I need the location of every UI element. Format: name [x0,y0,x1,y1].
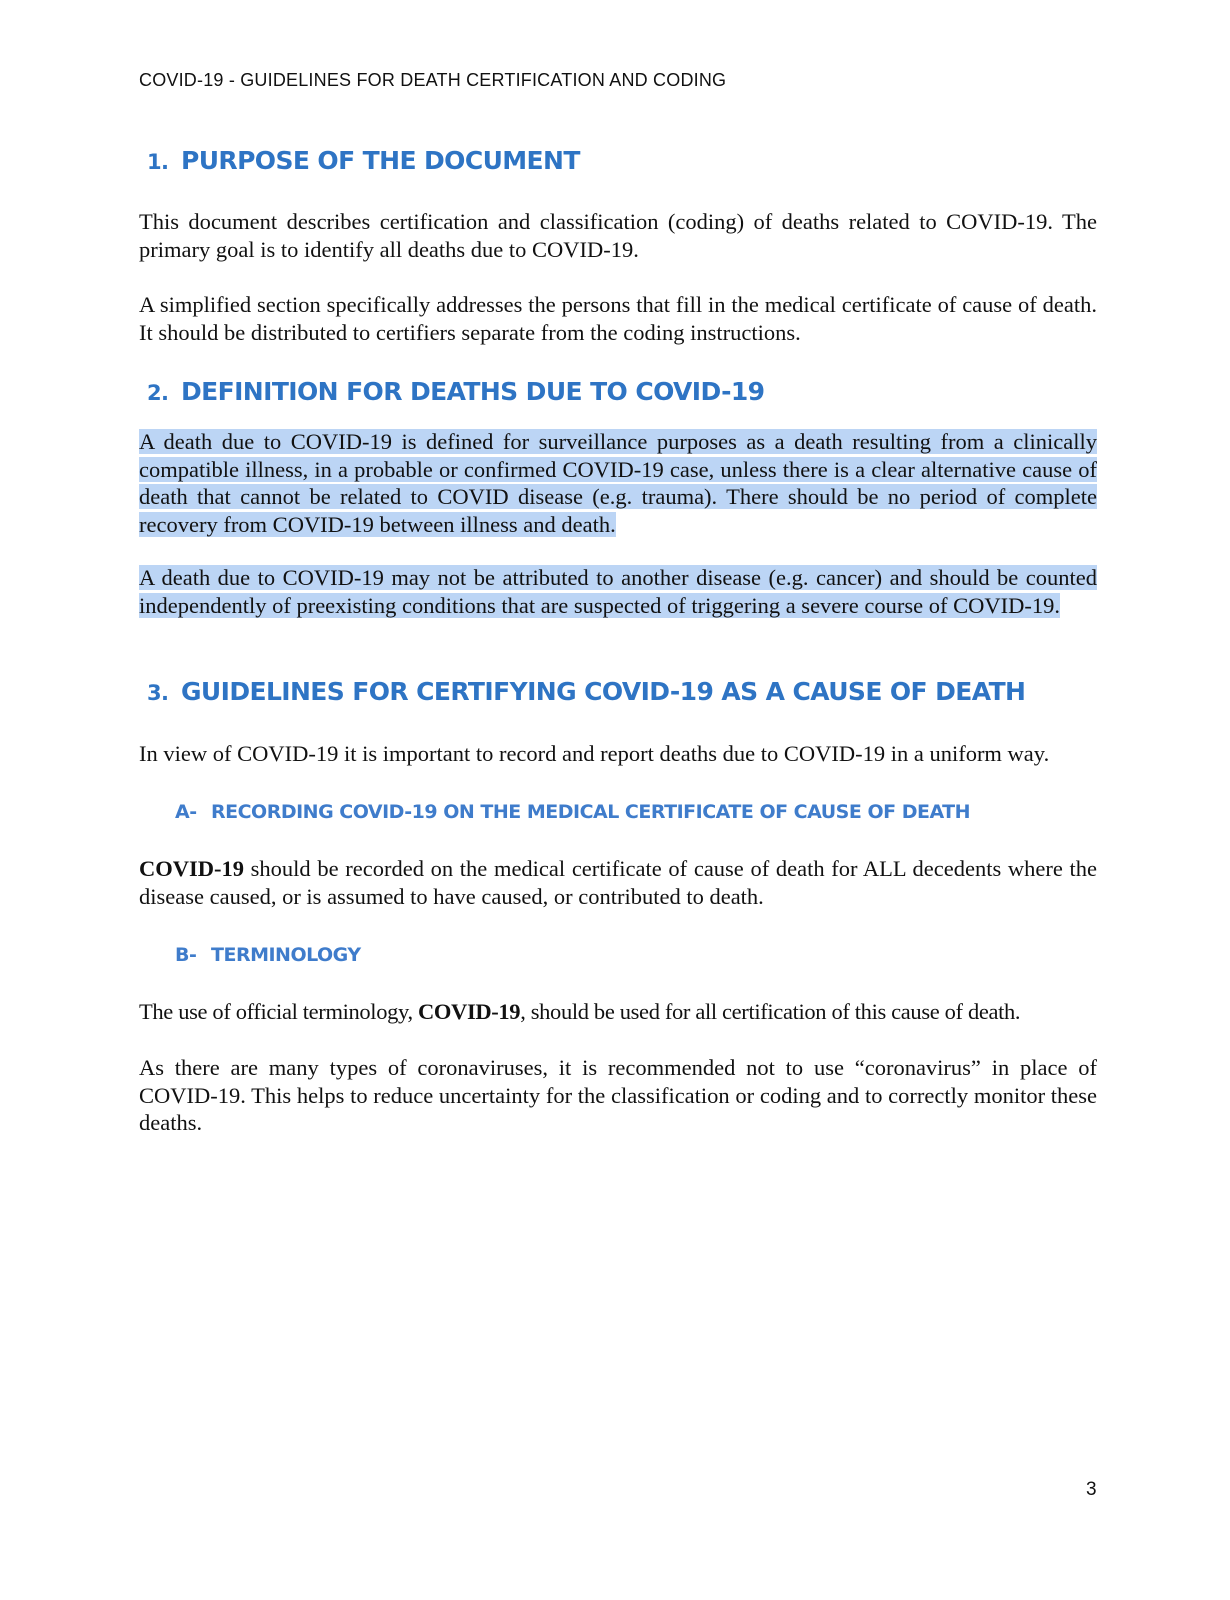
section-2-paragraph-2[interactable] [139,564,1097,619]
subsection-b-heading [175,944,361,966]
selected-text-1[interactable]: A death due to COVID-19 is defined for surveillance purposes as a death resulting from a clinically compatible illness, in a probable or confirmed COVID-19 case, unless there is a clear alternative cause of death that cannot be related to COVID disease (e.g. trauma). There should be no period of complete recovery from COVID-19 between illness and death. [139,429,1097,537]
section-1-paragraph-1: This document describes certification and classification (coding) of deaths related to COVID-19. The primary goal is to identify all deaths due to COVID-19. [139,209,1097,262]
subsection-b-paragraph-1 [139,998,1097,1026]
section-1-paragraph-2: A simplified section specifically addresses the persons that fill in the medical certificate of cause of death. It should be distributed to certifiers separate from the coding instructions. [139,292,1097,345]
subsection-b-title: TERMINOLOGY [211,944,361,966]
subsection-a-heading [175,801,970,823]
subsection-a-text: should be recorded on the medical certificate of cause of death for ALL decedents where the disease caused, or is assumed to have caused, or contributed to death. [139,856,1097,909]
page-number: 3 [1086,1479,1097,1500]
section-1-title: PURPOSE OF THE DOCUMENT [181,146,580,175]
subsection-b-text-after: , should be used for all certification of this cause of death. [520,999,1021,1024]
section-1-heading [147,146,580,175]
selected-text-2[interactable]: A death due to COVID-19 may not be attributed to another disease (e.g. cancer) and should be counted independently of preexisting conditions that are suspected of triggering a severe course of COVID-19. [139,565,1097,618]
subsection-b-bold-term: COVID-19 [418,999,521,1024]
section-2-heading [147,377,764,406]
subsection-b-paragraph-2: As there are many types of coronaviruses, it is recommended not to use “coronavirus” in place of COVID-19. This helps to reduce uncertainty for the classification or coding and to correctly monitor these deaths. [139,1055,1097,1135]
section-1-number: 1. [147,150,169,174]
subsection-a-paragraph [139,855,1097,910]
subsection-a-bold-term: COVID-19 [139,856,244,881]
section-3-heading [147,677,1025,706]
section-3-paragraph-1: In view of COVID-19 it is important to record and report deaths due to COVID-19 in a uniform way. [139,741,1050,766]
running-header: COVID-19 - GUIDELINES FOR DEATH CERTIFICATION AND CODING [139,70,727,90]
subsection-b-text-before: The use of official terminology, [139,999,418,1024]
section-2-paragraph-1[interactable] [139,428,1097,538]
subsection-a-title: RECORDING COVID-19 ON THE MEDICAL CERTIFICATE OF CAUSE OF DEATH [211,801,971,823]
subsection-b-letter: B- [175,944,197,966]
section-3-number: 3. [147,681,169,705]
section-2-title: DEFINITION FOR DEATHS DUE TO COVID-19 [181,377,765,406]
section-3-title: GUIDELINES FOR CERTIFYING COVID-19 AS A CAUSE OF DEATH [181,677,1026,706]
section-2-number: 2. [147,381,169,405]
subsection-a-letter: A- [175,801,197,823]
